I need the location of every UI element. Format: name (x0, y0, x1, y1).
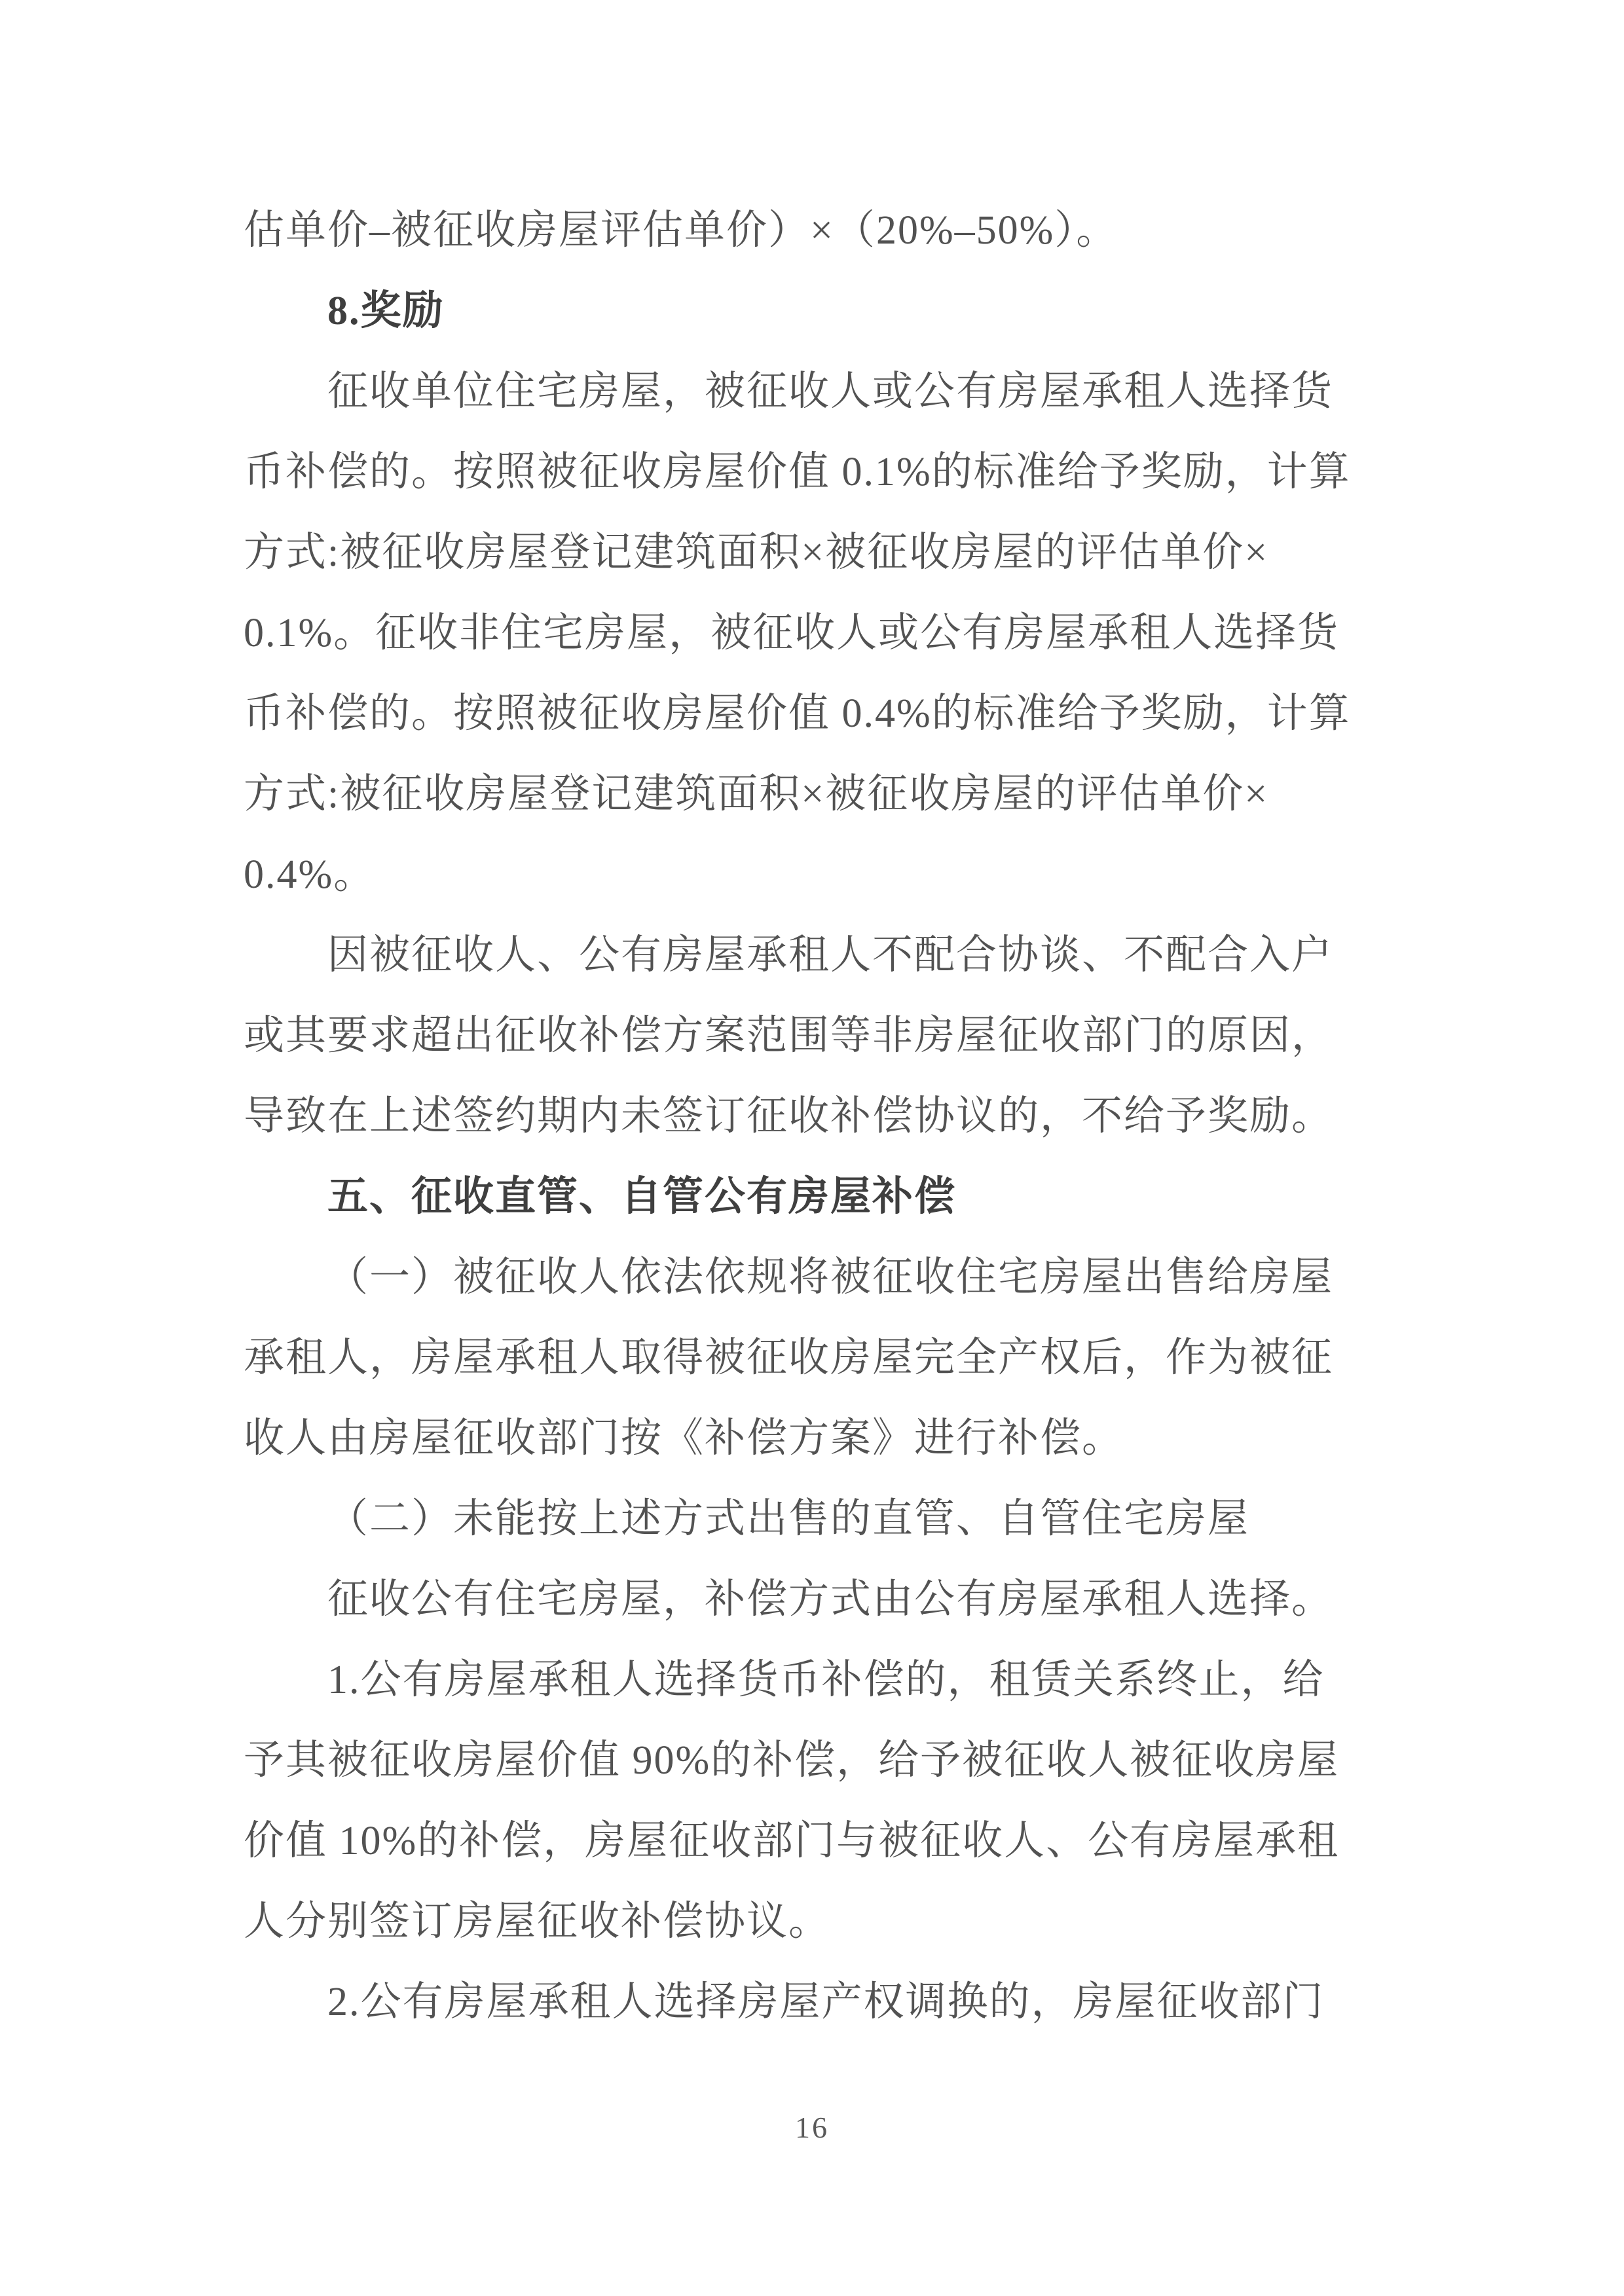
text-line: 价值 10%的补偿，房屋征收部门与被征收人、公有房屋承租 (244, 1819, 1340, 1863)
text-line: 因被征收人、公有房屋承租人不配合协谈、不配合入户 (327, 933, 1334, 977)
text-line: （二）未能按上述方式出售的直管、自管住宅房屋 (327, 1497, 1250, 1541)
heading-line: 8.奖励 (327, 289, 445, 333)
text-line: 方式:被征收房屋登记建筑面积×被征收房屋的评估单价× (244, 530, 1269, 575)
text-line: 方式:被征收房屋登记建筑面积×被征收房屋的评估单价× (244, 772, 1269, 816)
text-line: 收人由房屋征收部门按《补偿方案》进行补偿。 (244, 1416, 1124, 1461)
text-line: 2.公有房屋承租人选择房屋产权调换的，房屋征收部门 (327, 1980, 1325, 2024)
text-line: 导致在上述签约期内未签订征收补偿协议的，不给予奖励。 (244, 1094, 1334, 1139)
text-line: 承租人，房屋承租人取得被征收房屋完全产权后，作为被征 (244, 1336, 1334, 1380)
text-line: 币补偿的。按照被征收房屋价值 0.1%的标准给予奖励，计算 (244, 450, 1351, 494)
text-line: 0.1%。征收非住宅房屋，被征收人或公有房屋承租人选择货 (244, 611, 1340, 655)
text-line: 征收单位住宅房屋，被征收人或公有房屋承租人选择货 (327, 369, 1334, 414)
document-body (244, 191, 1399, 2043)
text-line: 币补偿的。按照被征收房屋价值 0.4%的标准给予奖励，计算 (244, 691, 1351, 736)
heading-line: 五、征收直管、自管公有房屋补偿 (327, 1175, 957, 1219)
text-line: 或其要求超出征收补偿方案范围等非房屋征收部门的原因， (244, 1013, 1334, 1058)
text-line: 予其被征收房屋价值 90%的补偿，给予被征收人被征收房屋 (244, 1738, 1340, 1783)
page-number: 16 (795, 2111, 829, 2144)
text-line: （一）被征收人依法依规将被征收住宅房屋出售给房屋 (327, 1255, 1334, 1300)
text-line: 0.4%。 (244, 852, 376, 897)
text-line: 人分别签订房屋征收补偿协议。 (244, 1899, 831, 1944)
text-line: 估单价–被征收房屋评估单价）×（20%–50%）。 (244, 208, 1118, 253)
text-line: 征收公有住宅房屋，补偿方式由公有房屋承租人选择。 (327, 1577, 1334, 1622)
text-line: 1.公有房屋承租人选择货币补偿的，租赁关系终止，给 (327, 1658, 1325, 1702)
